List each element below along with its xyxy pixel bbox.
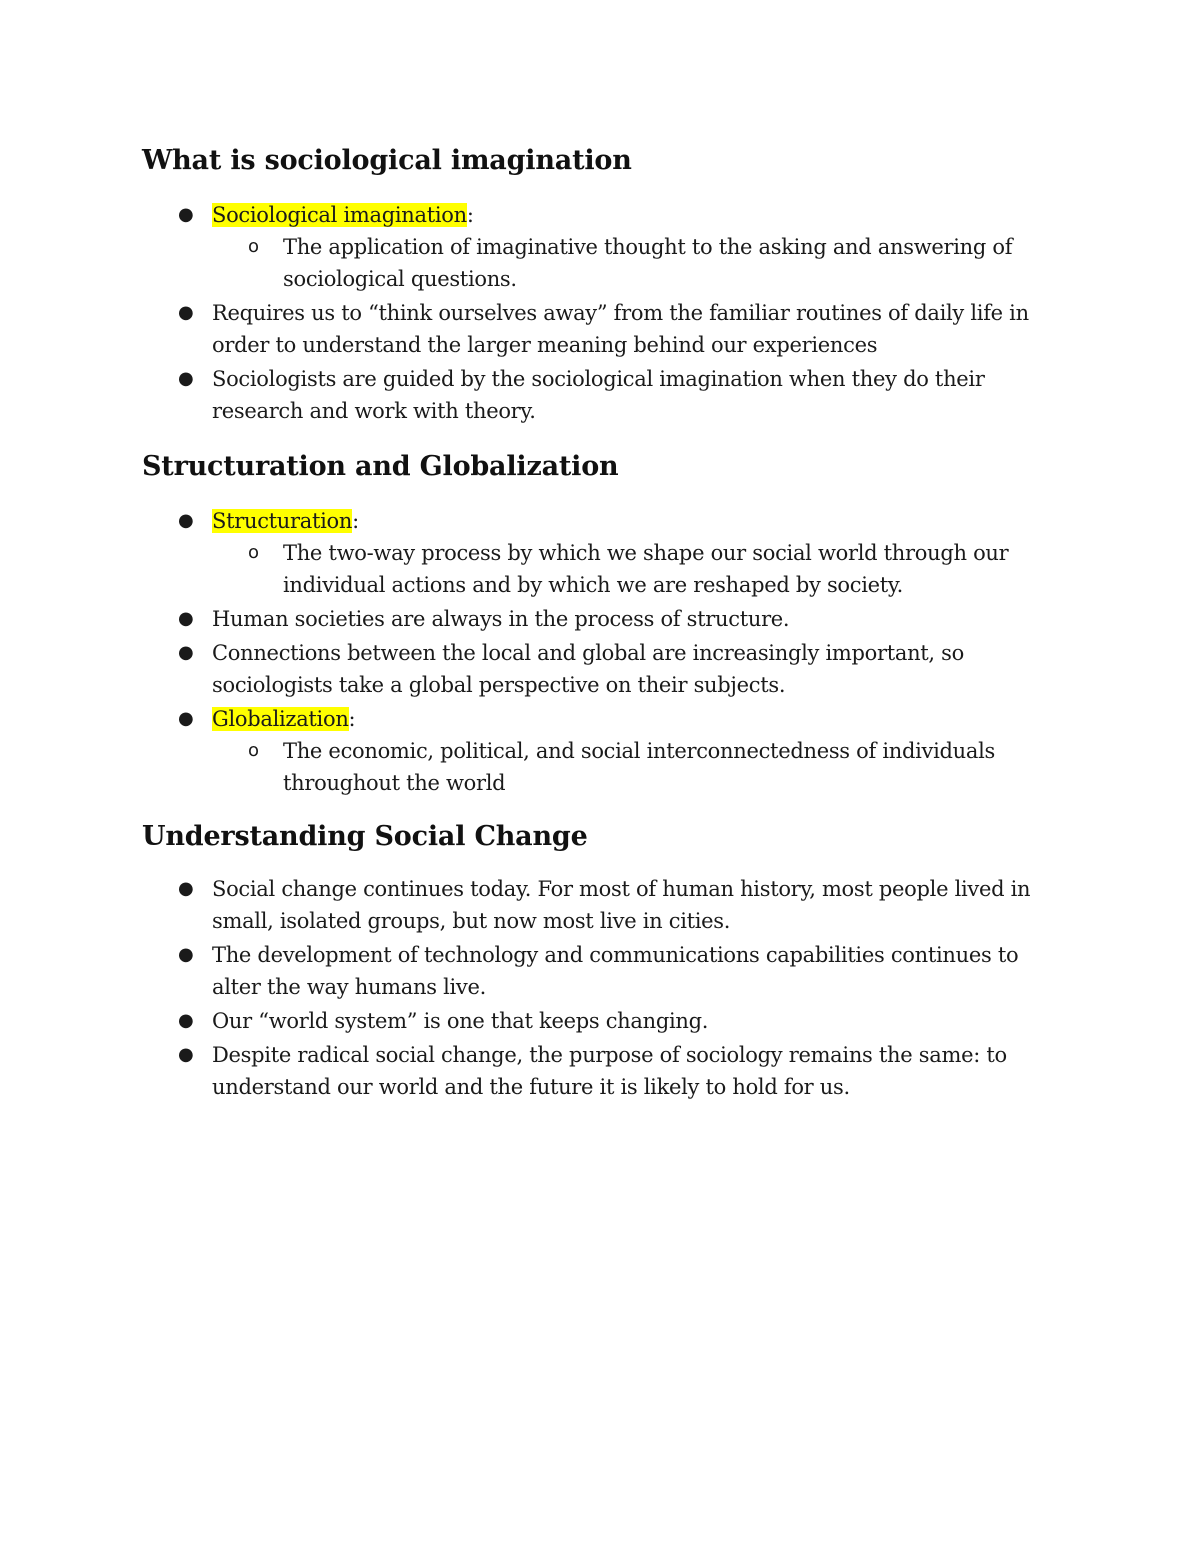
bullet-list	[142, 505, 1072, 799]
bullet-icon: ●	[178, 708, 194, 729]
bullet-icon: ●	[178, 1010, 194, 1031]
bullet-icon: ●	[178, 642, 194, 663]
sub-item-text: The application of imaginative thought to the asking and answering of sociological questions.	[283, 235, 1013, 291]
list-item	[142, 873, 1072, 937]
list-item	[142, 1039, 1072, 1103]
item-text: The development of technology and communications capabilities continues to alter the way humans live.	[212, 943, 1019, 999]
item-text: Human societies are always in the process of structure.	[212, 607, 790, 631]
list-item	[142, 505, 1072, 601]
highlighted-term: Sociological imagination	[212, 203, 467, 227]
highlighted-term: Structuration	[212, 509, 353, 533]
sub-list-item	[212, 231, 1072, 295]
bullet-icon: ●	[178, 510, 194, 531]
term-suffix: :	[348, 707, 356, 731]
sub-list	[212, 735, 1072, 799]
hollow-bullet-icon: o	[248, 740, 259, 761]
sub-list	[212, 537, 1072, 601]
bullet-icon: ●	[178, 302, 194, 323]
section-heading: Structuration and Globalization	[142, 451, 619, 482]
list-item	[142, 939, 1072, 1003]
highlighted-term: Globalization	[212, 707, 349, 731]
section-heading: Understanding Social Change	[142, 821, 588, 852]
list-item	[142, 603, 1072, 635]
sub-item-text: The economic, political, and social interconnectedness of individuals throughout the world	[283, 739, 996, 795]
bullet-icon: ●	[178, 878, 194, 899]
bullet-icon: ●	[178, 944, 194, 965]
section-sociological-imagination	[142, 143, 1072, 429]
section-heading: What is sociological imagination	[142, 145, 632, 176]
list-item	[142, 703, 1072, 799]
item-text: Sociologists are guided by the sociological imagination when they do their research and work with theory.	[212, 367, 985, 423]
list-item	[142, 1005, 1072, 1037]
list-item	[142, 363, 1072, 427]
item-text: Social change continues today. For most of human history, most people lived in small, isolated groups, but now most live in cities.	[212, 877, 1031, 933]
hollow-bullet-icon: o	[248, 236, 259, 257]
bullet-icon: ●	[178, 368, 194, 389]
item-text: Despite radical social change, the purpose of sociology remains the same: to understand our world and the future it is likely to hold for us.	[212, 1043, 1007, 1099]
list-item	[142, 199, 1072, 295]
section-social-change	[142, 819, 1072, 1105]
bullet-icon: ●	[178, 1044, 194, 1065]
bullet-list	[142, 199, 1072, 427]
item-text: Our “world system” is one that keeps changing.	[212, 1009, 709, 1033]
sub-item-text: The two-way process by which we shape our social world through our individual actions and by which we are reshaped by society.	[283, 541, 1009, 597]
bullet-list	[142, 873, 1072, 1103]
hollow-bullet-icon: o	[248, 542, 259, 563]
sub-list-item	[212, 537, 1072, 601]
sub-list-item	[212, 735, 1072, 799]
list-item	[142, 637, 1072, 701]
term-suffix: :	[466, 203, 474, 227]
bullet-icon: ●	[178, 608, 194, 629]
section-structuration-globalization	[142, 449, 1072, 801]
sub-list	[212, 231, 1072, 295]
term-suffix: :	[352, 509, 359, 533]
bullet-icon: ●	[178, 204, 194, 225]
list-item	[142, 297, 1072, 361]
item-text: Connections between the local and global are increasingly important, so sociologists take a global perspective on their subjects.	[212, 641, 964, 697]
item-text: Requires us to “think ourselves away” from the familiar routines of daily life in order to understand the larger meaning behind our experiences	[212, 301, 1029, 357]
